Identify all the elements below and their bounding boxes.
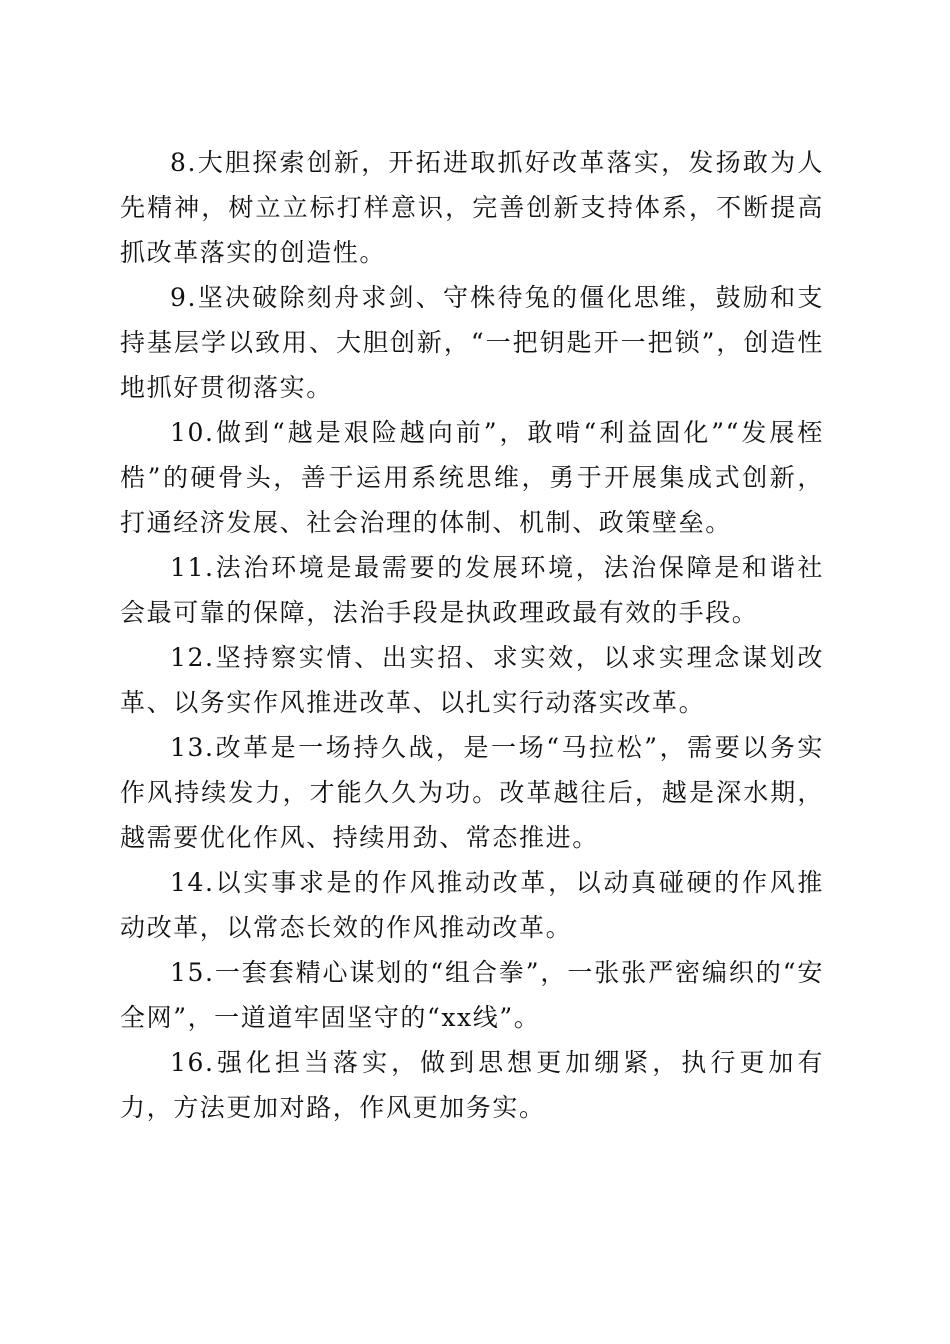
paragraph-14: 14.以实事求是的作风推动改革，以动真碰硬的作风推动改革，以常态长效的作风推动改革。: [120, 868, 824, 942]
paragraph-8: 8.大胆探索创新，开拓进取抓好改革落实，发扬敢为人先精神，树立立标打样意识，完善创新支持体系，不断提高抓改革落实的创造性。: [120, 148, 824, 267]
paragraph-16: 16.强化担当落实，做到思想更加绷紧，执行更加有力，方法更加对路，作风更加务实。: [120, 1048, 824, 1122]
paragraph-9: 9.坚决破除刻舟求剑、守株待兔的僵化思维，鼓励和支持基层学以致用、大胆创新，“一把钥匙开一把锁”，创造性地抓好贯彻落实。: [120, 283, 824, 402]
document-body: [120, 140, 824, 1130]
paragraph-13: 13.改革是一场持久战，是一场“马拉松”，需要以务实作风持续发力，才能久久为功。改革越往后，越是深水期，越需要优化作风、持续用劲、常态推进。: [120, 733, 824, 852]
paragraph-12: 12.坚持察实情、出实招、求实效，以求实理念谋划改革、以务实作风推进改革、以扎实行动落实改革。: [120, 643, 824, 717]
paragraph-15: 15.一套套精心谋划的“组合拳”，一张张严密编织的“安全网”，一道道牢固坚守的“xx线”。: [120, 958, 824, 1032]
paragraph-11: 11.法治环境是最需要的发展环境，法治保障是和谐社会最可靠的保障，法治手段是执政理政最有效的手段。: [120, 553, 824, 627]
paragraph-10: 10.做到“越是艰险越向前”，敢啃“利益固化”“发展桎梏”的硬骨头，善于运用系统思维，勇于开展集成式创新，打通经济发展、社会治理的体制、机制、政策壁垒。: [120, 418, 824, 537]
